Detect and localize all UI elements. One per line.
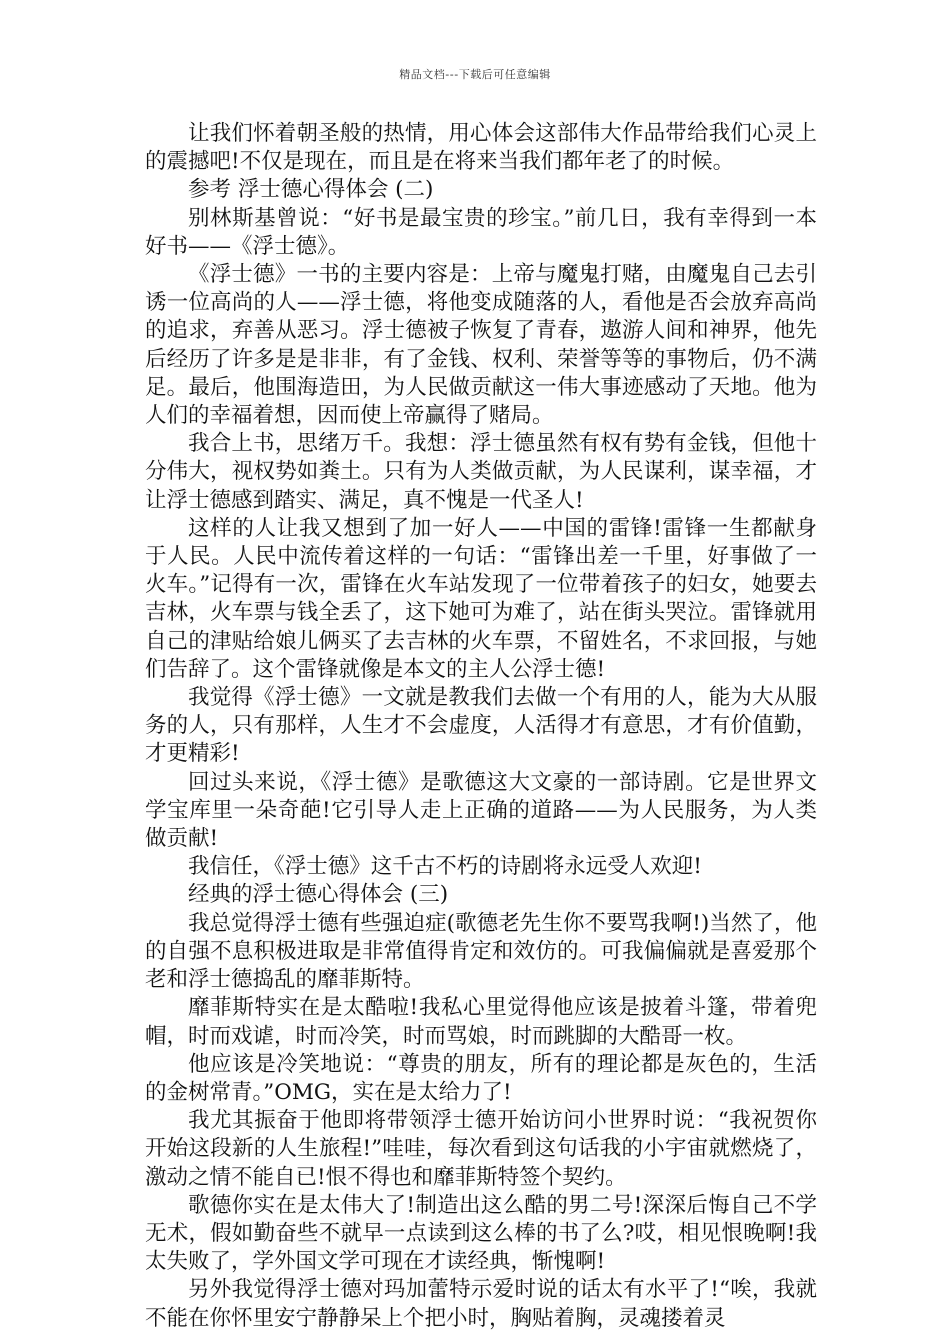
paragraph: 别林斯基曾说：“好书是最宝贵的珍宝。”前几日，我有幸得到一本好书——《浮士德》。 xyxy=(145,205,817,259)
paragraph: 歌德你实在是太伟大了!制造出这么酷的男二号!深深后悔自己不学无术，假如勤奋些不就早一点读到这么棒的书了么?哎，相见恨晚啊!我太失败了，学外国文学可现在才读经典，惭愧啊! xyxy=(145,1192,817,1275)
paragraph: 回过头来说，《浮士德》是歌德这大文豪的一部诗剧。它是世界文学宝库里一朵奇葩!它引导人走上正确的道路——为人民服务，为人类做贡献! xyxy=(145,769,817,852)
paragraph: 这样的人让我又想到了加一好人——中国的雷锋!雷锋一生都献身于人民。人民中流传着这样的一句话：“雷锋出差一千里，好事做了一火车。”记得有一次，雷锋在火车站发现了一位带着孩子的妇女，她要去吉林，火车票与钱全丢了，这下她可为难了，站在街头哭泣。雷锋就用自己的津贴给娘儿俩买了去吉林的火车票，不留姓名，不求回报，与她们告辞了。这个雷锋就像是本文的主人公浮士德! xyxy=(145,515,817,682)
paragraph: 让我们怀着朝圣般的热情，用心体会这部伟大作品带给我们心灵上的震撼吧!不仅是现在，而且是在将来当我们都年老了的时候。 xyxy=(145,121,817,175)
section-heading: 参考 浮士德心得体会 (二) xyxy=(188,177,434,203)
paragraph: 我觉得《浮士德》一文就是教我们去做一个有用的人，能为大从服务的人，只有那样，人生才不会虚度，人活得才有意思，才有价值勤，才更精彩! xyxy=(145,685,817,767)
document-body xyxy=(145,120,817,1333)
paragraph: 他应该是冷笑地说：“尊贵的朋友，所有的理论都是灰色的，生活的金树常青。”OMG，实在是太给力了! xyxy=(145,1051,817,1105)
paragraph: 《浮士德》一书的主要内容是：上帝与魔鬼打赌，由魔鬼自己去引诱一位高尚的人——浮士德，将他变成随落的人，看他是否会放弃高尚的追求，弃善从恶习。浮士德被子恢复了青春，遨游人间和神界，他先后经历了许多是是非非，有了金钱、权利、荣誉等等的事物后，仍不满足。最后，他围海造田，为人民做贡献这一伟大事迹感动了天地。他为人们的幸福着想，因而使上帝赢得了赌局。 xyxy=(145,262,817,429)
section-heading: 经典的浮士德心得体会 (三) xyxy=(188,882,449,908)
paragraph: 我信任，《浮士德》这千古不朽的诗剧将永远受人欢迎! xyxy=(188,854,702,880)
paragraph: 另外我觉得浮士德对玛加蕾特示爱时说的话太有水平了!“唉，我就不能在你怀里安宁静静呆上个把小时，胸贴着胸，灵魂搂着灵 xyxy=(145,1277,817,1331)
page-header: 精品文档---下载后可任意编辑 xyxy=(399,68,551,81)
paragraph: 我总觉得浮士德有些强迫症(歌德老先生你不要骂我啊!)当然了，他的自强不息积极进取是非常值得肯定和效仿的。可我偏偏就是喜爱那个老和浮士德捣乱的靡菲斯特。 xyxy=(145,910,817,993)
paragraph: 我合上书，思绪万千。我想：浮士德虽然有权有势有金钱，但他十分伟大，视权势如粪土。只有为人类做贡献，为人民谋利，谋幸福，才让浮士德感到踏实、满足，真不愧是一代圣人! xyxy=(145,431,817,513)
paragraph: 靡菲斯特实在是太酷啦!我私心里觉得他应该是披着斗篷，带着兜帽，时而戏谑，时而冷笑，时而骂娘，时而跳脚的大酷哥一枚。 xyxy=(145,995,817,1049)
paragraph: 我尤其振奋于他即将带领浮士德开始访问小世界时说：“我祝贺你开始这段新的人生旅程!”哇哇，每次看到这句话我的小宇宙就燃烧了，激动之情不能自已!恨不得也和靡菲斯特签个契约。 xyxy=(145,1108,817,1190)
